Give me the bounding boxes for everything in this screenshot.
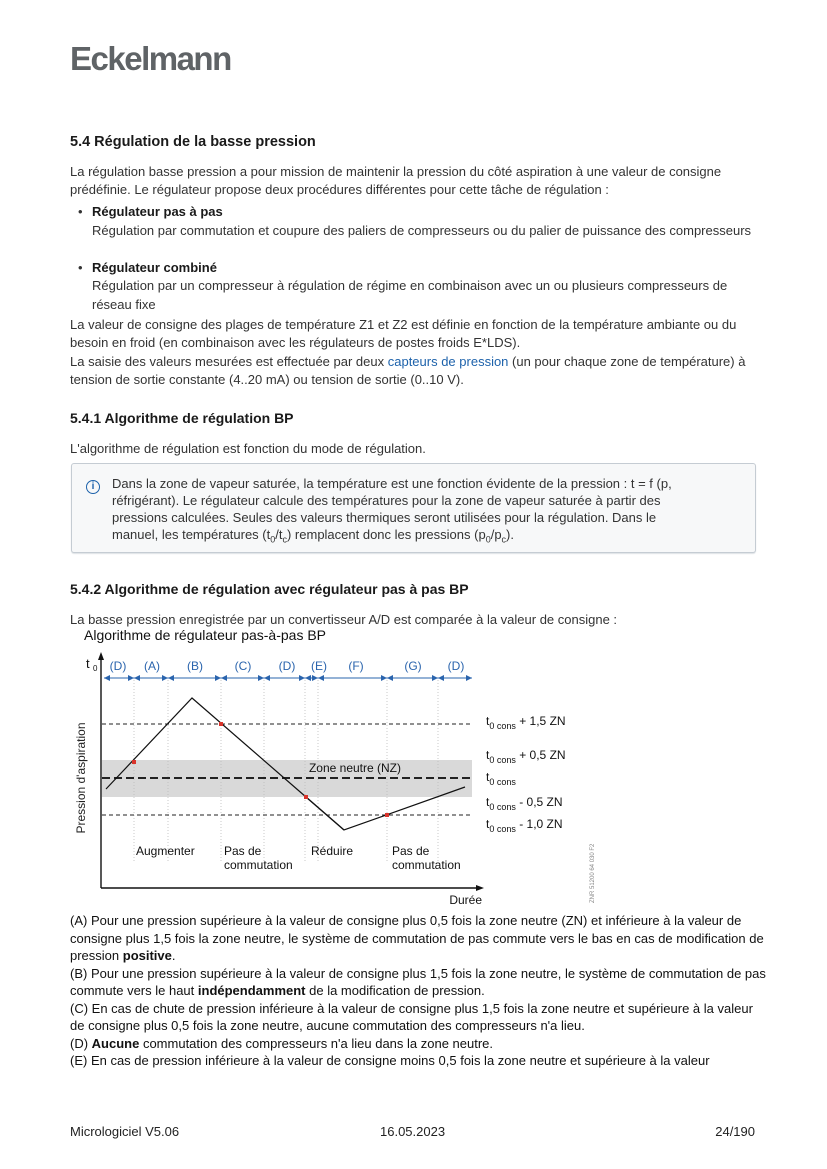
intro-paragraph: La régulation basse pression a pour mission de maintenir la pression du côté aspiration à une valeur de consigne prédéfinie. Le régulateur propose deux procédures différentes pour cette tâche de régulation :: [70, 164, 722, 197]
svg-text:Zone neutre (NZ): Zone neutre (NZ): [308, 761, 402, 775]
svg-text:t0 cons - 1,0 ZN: $t_{0 cons} - 1,0$ ZN: [486, 817, 563, 834]
svg-text:(G): (G): [404, 659, 422, 673]
svg-text:commutation: commutation: [392, 858, 461, 872]
svg-text:(C): (C): [234, 659, 252, 673]
svg-text:Pas de: Pas de: [392, 844, 430, 858]
note-text: Dans la zone de vapeur saturée, la température est une fonction évidente de la pression : t = f (p, réfrigérant). Le régulateur calcule des températures pour la zone de vapeur saturée à partir des pressions calculées. Seules des valeurs thermiques seront utilisées pour la régulation. Dans le manuel, les températures $(t_0/t_c)$ remplacent donc les pressions $(p_0/p_c)$.: [112, 476, 672, 545]
svg-text:(D): (D): [109, 659, 127, 673]
step-regulator-chart: [70, 648, 610, 913]
phase-descriptions: (A) Pour une pression supérieure à la valeur de consigne plus 0,5 fois la zone neutre (ZN) et inférieure à la valeur de consigne plus 1,5 fois la zone neutre, le système de commutation de pas commute vers le bas en cas de modification de pression positive. (B) Pour une pression supérieure à la valeur de consigne plus 1,5 fois la zone neutre, le système de commutation de pas commute vers le haut indépendamment de la modification de pression. (C) En cas de chute de pression inférieure à la valeur de consigne plus 1,5 fois la zone neutre et supérieure à la valeur de consigne plus 0,5 fois la zone neutre, aucune commutation des compresseurs n'a lieu. (D) Aucune commutation des compresseurs n'a lieu dans la zone neutre. (E) En cas de pression inférieure à la valeur de consigne moins 0,5 fois la zone neutre et supérieure à la valeur: [70, 913, 766, 1068]
svg-text:t0 cons: $t_{0 cons}$: [486, 770, 516, 787]
section-heading-5-4-1: 5.4.1 Algorithme de régulation BP: [70, 410, 294, 426]
algorithm-paragraph: L'algorithme de régulation est fonction du mode de régulation.: [70, 441, 426, 456]
chart-title: Algorithme de régulateur pas-à-pas BP: [84, 627, 327, 643]
converter-paragraph: La basse pression enregistrée par un convertisseur A/D est comparée à la valeur de consigne :: [70, 612, 618, 627]
footer-page-number: 24/190: [715, 1124, 755, 1139]
footer-date: 16.05.2023: [380, 1124, 446, 1139]
svg-text:Pas de: Pas de: [224, 844, 262, 858]
pressure-sensor-link[interactable]: capteurs de pression: [387, 354, 509, 369]
svg-text:t0 cons + 1,5 ZN: $t_{0 cons} + 1,5$ ZN: [486, 714, 566, 731]
svg-text:(D): (D): [278, 659, 296, 673]
svg-text:Durée: Durée: [449, 893, 482, 907]
svg-text:Réduire: Réduire: [311, 844, 354, 858]
bullet-dot: •: [78, 204, 83, 219]
company-logo: Eckelmann: [70, 40, 231, 77]
setpoint-paragraph: La valeur de consigne des plages de température Z1 et Z2 est définie en fonction de la température ambiante ou du besoin en froid (en combinaison avec les régulateurs de postes froids E*LDS).: [70, 317, 737, 350]
bullet-text-combined: Régulation par un compresseur à régulation de régime en combinaison avec un ou plusieurs compresseurs de réseau fixe: [92, 278, 728, 312]
svg-text:t: t: [86, 656, 90, 671]
svg-text:(B): (B): [187, 659, 203, 673]
svg-text:t0 cons + 0,5 ZN: $t_{0 cons} + 0,5$ ZN: [486, 748, 566, 765]
section-heading-5-4-2: 5.4.2 Algorithme de régulation avec régulateur pas à pas BP: [70, 581, 469, 597]
svg-text:Augmenter: Augmenter: [136, 844, 195, 858]
sensor-paragraph: La saisie des valeurs mesurées est effectuée par deux capteurs de pression (un pour chaque zone de température) à tension de sortie constante (4..20 mA) ou tension de sortie (0..10 V).: [70, 354, 746, 387]
svg-text:(D): (D): [447, 659, 465, 673]
section-heading-5-4: 5.4 Régulation de la basse pression: [70, 134, 316, 150]
footer-product: Micrologiciel V5.06: [70, 1124, 180, 1139]
info-icon: i: [86, 480, 100, 494]
svg-text:Pression d'aspiration: Pression d'aspiration: [74, 722, 88, 834]
svg-text:(F): (F): [348, 659, 364, 673]
bullet-title-step: Régulateur pas à pas: [92, 204, 223, 219]
bullet-title-combined: Régulateur combiné: [92, 260, 217, 275]
svg-text:(E): (E): [311, 659, 327, 673]
svg-text:0: 0: [93, 664, 98, 673]
bullet-text-step: Régulation par commutation et coupure des paliers de compresseurs ou du palier de puissance des compresseurs: [92, 223, 752, 238]
bullet-dot: •: [78, 260, 83, 275]
svg-text:commutation: commutation: [224, 858, 293, 872]
svg-text:ZNR 51200 64 030 F2: ZNR 51200 64 030 F2: [590, 843, 596, 903]
svg-text:(A): (A): [144, 659, 160, 673]
svg-text:t0 cons - 0,5 ZN: $t_{0 cons} - 0,5$ ZN: [486, 795, 563, 812]
info-note: [71, 463, 756, 553]
